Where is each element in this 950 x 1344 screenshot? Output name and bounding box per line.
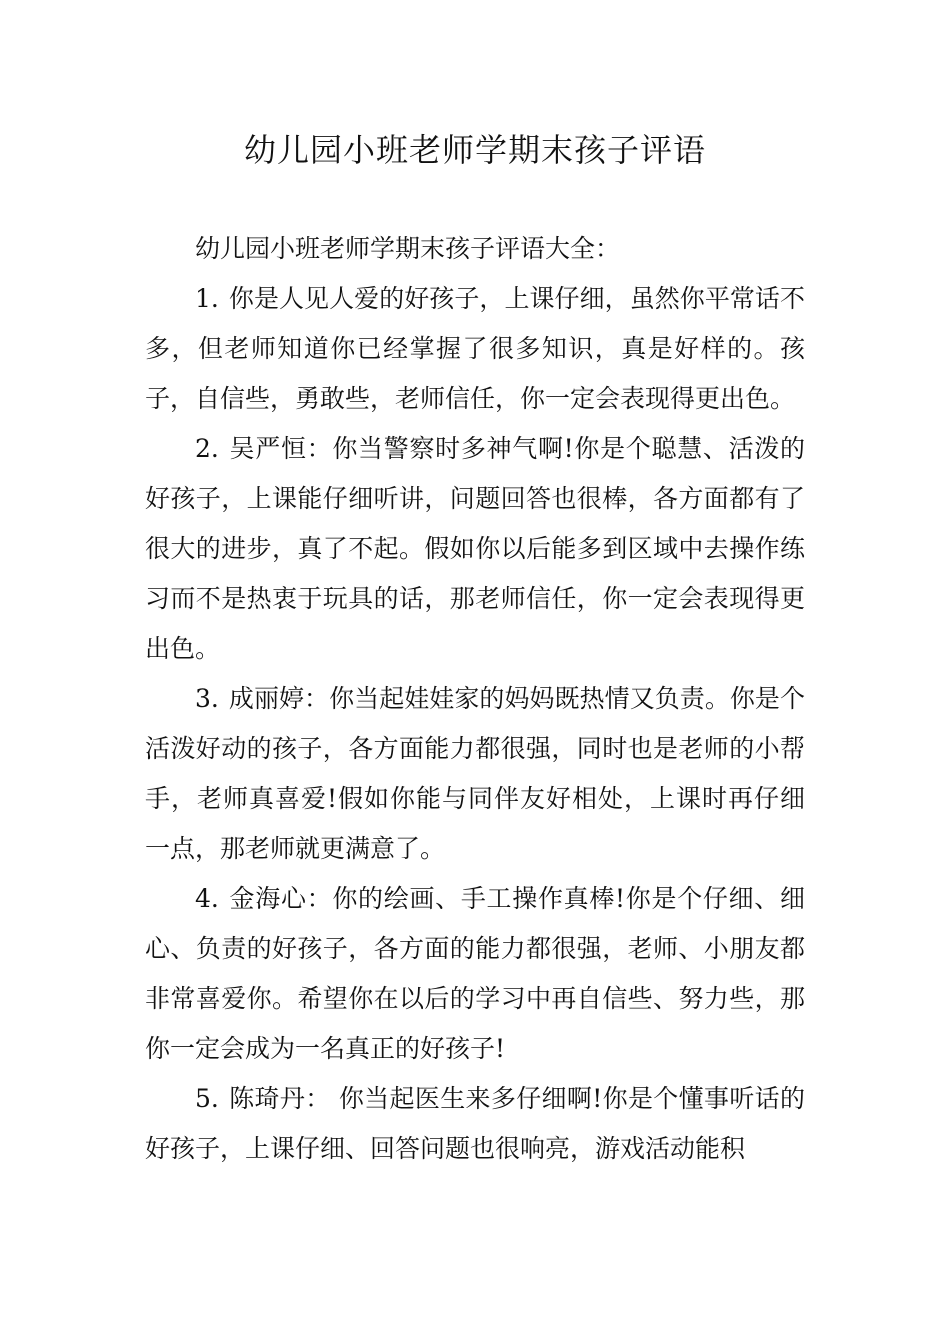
intro-paragraph: [145, 224, 805, 274]
item-text: 成丽婷：你当起娃娃家的妈妈既热情又负责。你是个活泼好动的孩子，各方面能力都很强，同时也是老师的小帮手，老师真喜爱!假如你能与同伴友好相处，上课时再仔细一点，那老师就更满意了。: [145, 684, 805, 863]
comment-item-4: [145, 874, 805, 1074]
item-text: 陈琦丹： 你当起医生来多仔细啊!你是个懂事听话的好孩子，上课仔细、回答问题也很响亮，游戏活动能积: [145, 1084, 805, 1163]
item-number: 5.: [195, 1084, 219, 1113]
item-text: 金海心：你的绘画、手工操作真棒!你是个仔细、细心、负责的好孩子，各方面的能力都很强，老师、小朋友都非常喜爱你。希望你在以后的学习中再自信些、努力些，那你一定会成为一名真正的好孩子!: [145, 884, 805, 1063]
document-title: 幼儿园小班老师学期末孩子评语: [243, 131, 706, 169]
document-body: [145, 224, 805, 1174]
comment-item-3: [145, 674, 805, 874]
item-number: 3.: [195, 684, 219, 713]
comment-item-5: [145, 1074, 805, 1174]
intro-text: 幼儿园小班老师学期末孩子评语大全：: [195, 234, 621, 263]
item-text: 吴严恒：你当警察时多神气啊!你是个聪慧、活泼的好孩子，上课能仔细听讲，问题回答也很棒，各方面都有了很大的进步，真了不起。假如你以后能多到区域中去操作练习而不是热衷于玩具的话，那老师信任，你一定会表现得更出色。: [145, 434, 805, 663]
item-text: 你是人见人爱的好孩子，上课仔细，虽然你平常话不多，但老师知道你已经掌握了很多知识，真是好样的。孩子，自信些，勇敢些，老师信任，你一定会表现得更出色。: [145, 284, 805, 413]
item-number: 1.: [195, 284, 219, 313]
item-number: 2.: [195, 434, 219, 463]
item-number: 4.: [195, 884, 219, 913]
comment-item-1: [145, 274, 805, 424]
comment-item-2: [145, 424, 805, 674]
